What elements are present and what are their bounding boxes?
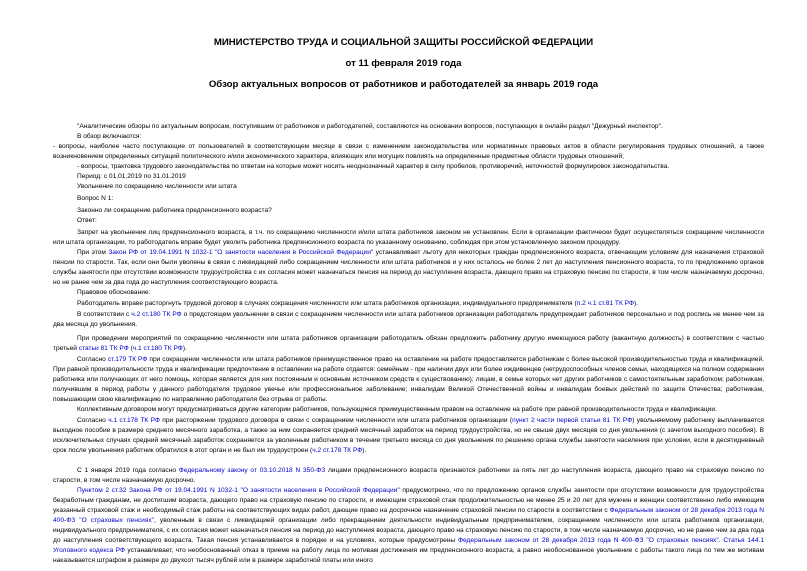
paragraph-text: ( [128, 345, 133, 352]
period-text: Период: с 01.01.2019 по 31.01.2019 [77, 173, 186, 180]
paragraph-text: С 1 января 2019 года согласно [77, 467, 179, 474]
paragraph-text: В соответствии с [77, 311, 132, 318]
answer-paragraph: Запрет на увольнение лиц предпенсионного возраста, в т.ч. по сокращению численности и/или штата работников законом не установлен. Если в организации фактически будет осуществляться сокращение численности или штата организации, то работодатель вправе будет уволить работника предпенсионного возраста по указанному основанию, соблюдая при этом установленную законом процедуру. [53, 229, 764, 246]
question-text: Законно ли сокращение работника предпенсионного возраста? [77, 207, 272, 214]
paragraph-text: ). [182, 345, 187, 352]
paragraph-text: , уволенным в связи с ликвидацией организации либо прекращением деятельности индивидуальным предпринимателем, сокращением численности или штата работников организации, индивидуального предпринимателя, с их согласия может назначаться пенсия на период до наступления возраста, дающего право на страховую пенсию по старости, в том числе назначаемую досрочно, но не ранее чем за два года до наступления соответствующего возраста. Такая пенсия устанавливается в порядке и на условиях, которые предусмотрены [53, 517, 765, 544]
answer-paragraph [53, 334, 764, 354]
answer-label: Ответ: [77, 217, 97, 224]
intro-includes: В обзор включаются: [77, 133, 142, 140]
law-link[interactable]: ч.1 ст.178 ТК РФ [108, 417, 160, 424]
answer-paragraph [53, 355, 764, 405]
law-link[interactable]: ст.179 ТК РФ [107, 356, 148, 363]
paragraph-text: лицами предпенсионного возраста признаются работники за пять лет до наступления возраста, дающего право на страховую пенсию по старости, в том числе назначаемую досрочно. [53, 467, 764, 484]
answer-paragraph [53, 416, 764, 456]
law-link[interactable]: Федеральному закону от 03.10.2018 N 350-ФЗ [178, 467, 326, 474]
paragraph-text: о предстоящем увольнении в связи с сокращением численности или штата работников организации работодатель предупреждает работников персонально и под роспись не менее чем за два месяца до увольнения. [53, 311, 765, 328]
law-link[interactable]: статьи 81 ТК РФ [78, 345, 129, 352]
paragraph-text: устанавливает льготу для некоторых граждан предпенсионного возраста, отвечающим условиям для назначения страховой пенсии по старости. Так, если они были уволены в связи с ликвидацией либо сокращением численности или штата работников и у них осталось не более 2 лет до наступления пенсионного возраста, то по предложению органов службы занятости при отсутствии возможности трудоустройства с их согласия может назначаться пенсия на период до наступления возраста, дающего право на страховую пенсию по старости, в том числе назначаемую досрочно, но не ранее чем за два года до наступления соответствующего возраста. [53, 249, 764, 286]
paragraph-text: предусмотрено, что по предложению органов службы занятости при отсутствии возможности для трудоустройства безработным гражданам, не достигшим возраста, дающего право на страховую пенсию по старости, и имеющим страховой стаж продолжительностью не менее 25 и 20 лет для мужчин и женщин соответственно либо имеющим указанный страховой стаж и необходимый стаж работы на соответствующих видах работ, дающие право на досрочное назначение страховой пенсии по старости в соответствии с [53, 487, 764, 514]
paragraph-text: ). [633, 300, 638, 307]
answer-paragraph: Коллективным договором могут предусматриваться другие категории работников, пользующиеся преимущественным правом на оставление на работе при равной производительности труда и квалификации. [77, 406, 717, 413]
intro-item-2: - вопросы, трактовка трудового законодательства по ответам на которые может носить неоднозначный характер в силу пробелов, противоречий, неточностей формулировок законодательства. [77, 163, 670, 170]
answer-paragraph [53, 486, 764, 566]
question-number: Вопрос N 1: [77, 195, 114, 202]
paragraph-text: Согласно [77, 356, 108, 363]
law-link[interactable]: Статья 144.1 Уголовного кодекса РФ [53, 537, 764, 554]
paragraph-text: ). [362, 447, 367, 454]
law-link[interactable]: ч.2 ст.180 ТК РФ [131, 311, 182, 318]
answer-paragraph [53, 299, 764, 309]
document-date: от 11 февраля 2019 года [345, 58, 462, 69]
paragraph-text: При проведении мероприятий по сокращению численности или штата работников организации работодатель обязан предложить работнику другую имеющуюся работу (вакантную должность) в соответствии с частью третьей [53, 335, 764, 352]
paragraph-text: . [718, 537, 724, 544]
paragraph-text: Согласно [77, 417, 109, 424]
paragraph-text: при расторжении трудового договора в связи с сокращением численности или штата работников организации ( [159, 417, 513, 424]
law-link[interactable]: Закон РФ от 19.04.1991 N 1032-1 "О занятости населения в Российской Федерации" [108, 249, 374, 256]
law-link[interactable]: ч.2 ст.178 ТК РФ [312, 447, 363, 454]
paragraph-text: Работодатель вправе расторгнуть трудовой договор в случаях сокращения численности или штата работников организации, индивидуального предпринимателя ( [77, 300, 577, 307]
paragraph-text: при сокращении численности или штата работников преимущественное право на оставление на работе предоставляется работникам с более высокой производительностью труда и квалификацией. При равной производительности труда и квалификации предпочтение в оставлении на работе отдается: семейным - при наличии двух или более иждивенцев (нетрудоспособных членов семьи, находящихся на полном содержании работника или получающих от него помощь, которая является для них постоянным и основным источником средств к существованию); лицам, в семье которых нет других работников с самостоятельным заработком; работникам, получившим в период работы у данного работодателя трудовое увечье или профессиональное заболевание; инвалидам Великой Отечественной войны и инвалидам боевых действий по защите Отечества; работникам, повышающим свою квалификацию по направлению работодателя без отрыва от работы. [53, 356, 764, 403]
legal-basis-label: Правовое обоснование: [77, 289, 151, 296]
intro-paragraph: "Аналитические обзоры по актуальным вопросам, поступившим от работников и работодателей, составляются на основании вопросов, поступающих в онлайн раздел "Дежурный инспектор". [77, 123, 663, 130]
ministry-heading: МИНИСТЕРСТВО ТРУДА И СОЦИАЛЬНОЙ ЗАЩИТЫ РОССИЙСКОЙ ФЕДЕРАЦИИ [213, 37, 594, 48]
answer-paragraph [53, 310, 764, 330]
document-title: Обзор актуальных вопросов от работников и работодателей за январь 2019 года [208, 79, 599, 90]
intro-item-1: - вопросы, наиболее часто поступающие от пользователей в соответствующем месяце в связи с изменением законодательства или нормативных правовых актов в области регулирования трудовых отношений, а также возникновением определенных ситуаций политического и/или экономического характера, влияющих или могущих повлиять на определенные предметные области трудовых отношений; [53, 143, 764, 160]
answer-paragraph [53, 466, 764, 486]
paragraph-text: При этом [77, 249, 109, 256]
law-link[interactable]: Федеральным законом от 28 декабря 2013 года N 400-ФЗ "О страховых пенсиях" [53, 507, 764, 524]
paragraph-text: устанавливает, что необоснованный отказ в приеме на работу лица по мотивам достижения им предпенсионного возраста, а равно необоснованное увольнение с работы такого лица по тем же мотивам наказывается штрафом в размере до двухсот тысяч рублей или в размере заработной платы или иного [53, 547, 765, 564]
topic-text: Увольнение по сокращению численности или штата [77, 183, 237, 190]
paragraph-text: ) увольняемому работнику выплачивается выходное пособие в размере среднего месячного заработка, а также за ним сохраняется средний месячный заработок на период трудоустройства, но не свыше двух месяцев со дня увольнения (с зачетом выходного пособия). В исключительных случаях средний месячный заработок сохраняется за уволенным работником в течение третьего месяца со дня увольнения по решению органа службы занятости населения при условии, если в десятидневный срок после увольнения работник обратился в этот орган и не был им трудоустроен ( [53, 417, 764, 454]
law-link[interactable]: ч.1 ст.180 ТК РФ [132, 345, 183, 352]
law-link[interactable]: Федеральным законом от 28 декабря 2013 года N 400-ФЗ "О страховых пенсиях" [458, 537, 719, 544]
law-link[interactable]: п.2 ч.1 ст.81 ТК РФ [576, 300, 634, 307]
law-link[interactable]: пункт 2 части первой статьи 81 ТК РФ [512, 417, 633, 424]
law-link[interactable]: Пунктом 2 ст.32 Закона РФ от 19.04.1991 N 1032-1 "О занятости населения в Российской Федерации" [77, 487, 400, 494]
answer-paragraph [53, 248, 764, 288]
